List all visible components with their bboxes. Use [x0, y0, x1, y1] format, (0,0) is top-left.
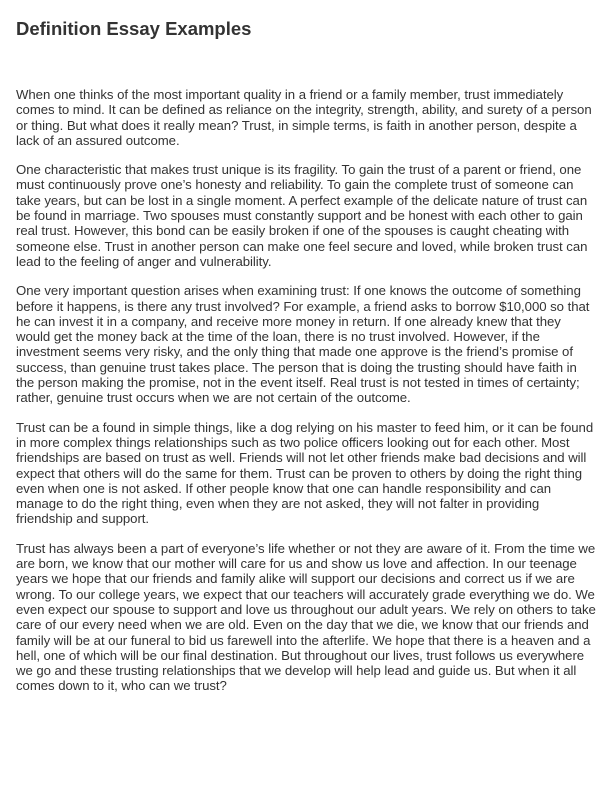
essay-page	[16, 17, 598, 708]
paragraph-2: One characteristic that makes trust unique is its fragility. To gain the trust of a parent or friend, one must continuously prove one’s honesty and reliability. To gain the complete trust of someone can take years, but can be lost in a single moment. A perfect example of the delicate nature of trust can be found in marriage. Two spouses must constantly support and be honest with each other to gain real trust. However, this bond can be easily broken if one of the spouses is caught cheating with someone else. Trust in another person can make one feel secure and loved, while broken trust can lead to the feeling of anger and vulnerability.	[16, 162, 588, 269]
essay-body	[16, 87, 598, 694]
paragraph-1: When one thinks of the most important quality in a friend or a family member, trust immediately comes to mind. It can be defined as reliance on the integrity, strength, ability, and surety of a person or thing. But what does it really mean? Trust, in simple terms, is faith in another person, despite a lack of an assured outcome.	[16, 87, 592, 148]
paragraph-5: Trust has always been a part of everyone’s life whether or not they are aware of it. From the time we are born, we know that our mother will care for us and show us love and affection. In our teenage years we hope that our friends and family alike will support our decisions and correct us if we are wrong. To our college years, we expect that our teachers will accurately grade everything we do. We even expect our spouse to support and love us throughout our adult years. We rely on others to take care of our every need when we are old. Even on the day that we die, we know that our friends and family will be at our funeral to bid us farewell into the afterlife. We hope that there is a heaven and a hell, one of which will be our final destination. But throughout our lives, trust follows us everywhere we go and these trusting relationships that we develop will help lead and guide us. But when it all comes down to it, who can we trust?	[16, 540, 596, 694]
paragraph-3: One very important question arises when examining trust: If one knows the outcome of something before it happens, is there any trust involved? For example, a friend asks to borrow $10,000 so that he can invest it in a company, and receive more money in return. If one already knew that they would get the money back at the time of the loan, there is no trust involved. However, if the investment seems very risky, and the only thing that made one approve is the friend’s promise of success, than genuine trust takes place. The person that is doing the trusting should have faith in the person making the promise, not in the event itself. Real trust is not tested in times of certainty; rather, genuine trust occurs when we are not certain of the outcome.	[16, 283, 590, 406]
paragraph-4: Trust can be a found in simple things, like a dog relying on his master to feed him, or it can be found in more complex things relationships such as two police officers looking out for each other. Most friendships are based on trust as well. Friends will not let other friends make bad decisions and will expect that others will do the same for them. Trust can be proven to others by doing the right thing even when one is not asked. If other people know that one can handle responsibility and can manage to do the right thing, even when they are not asked, they will not falter in providing friendship and support.	[16, 419, 594, 527]
page-title: Definition Essay Examples	[16, 18, 252, 39]
